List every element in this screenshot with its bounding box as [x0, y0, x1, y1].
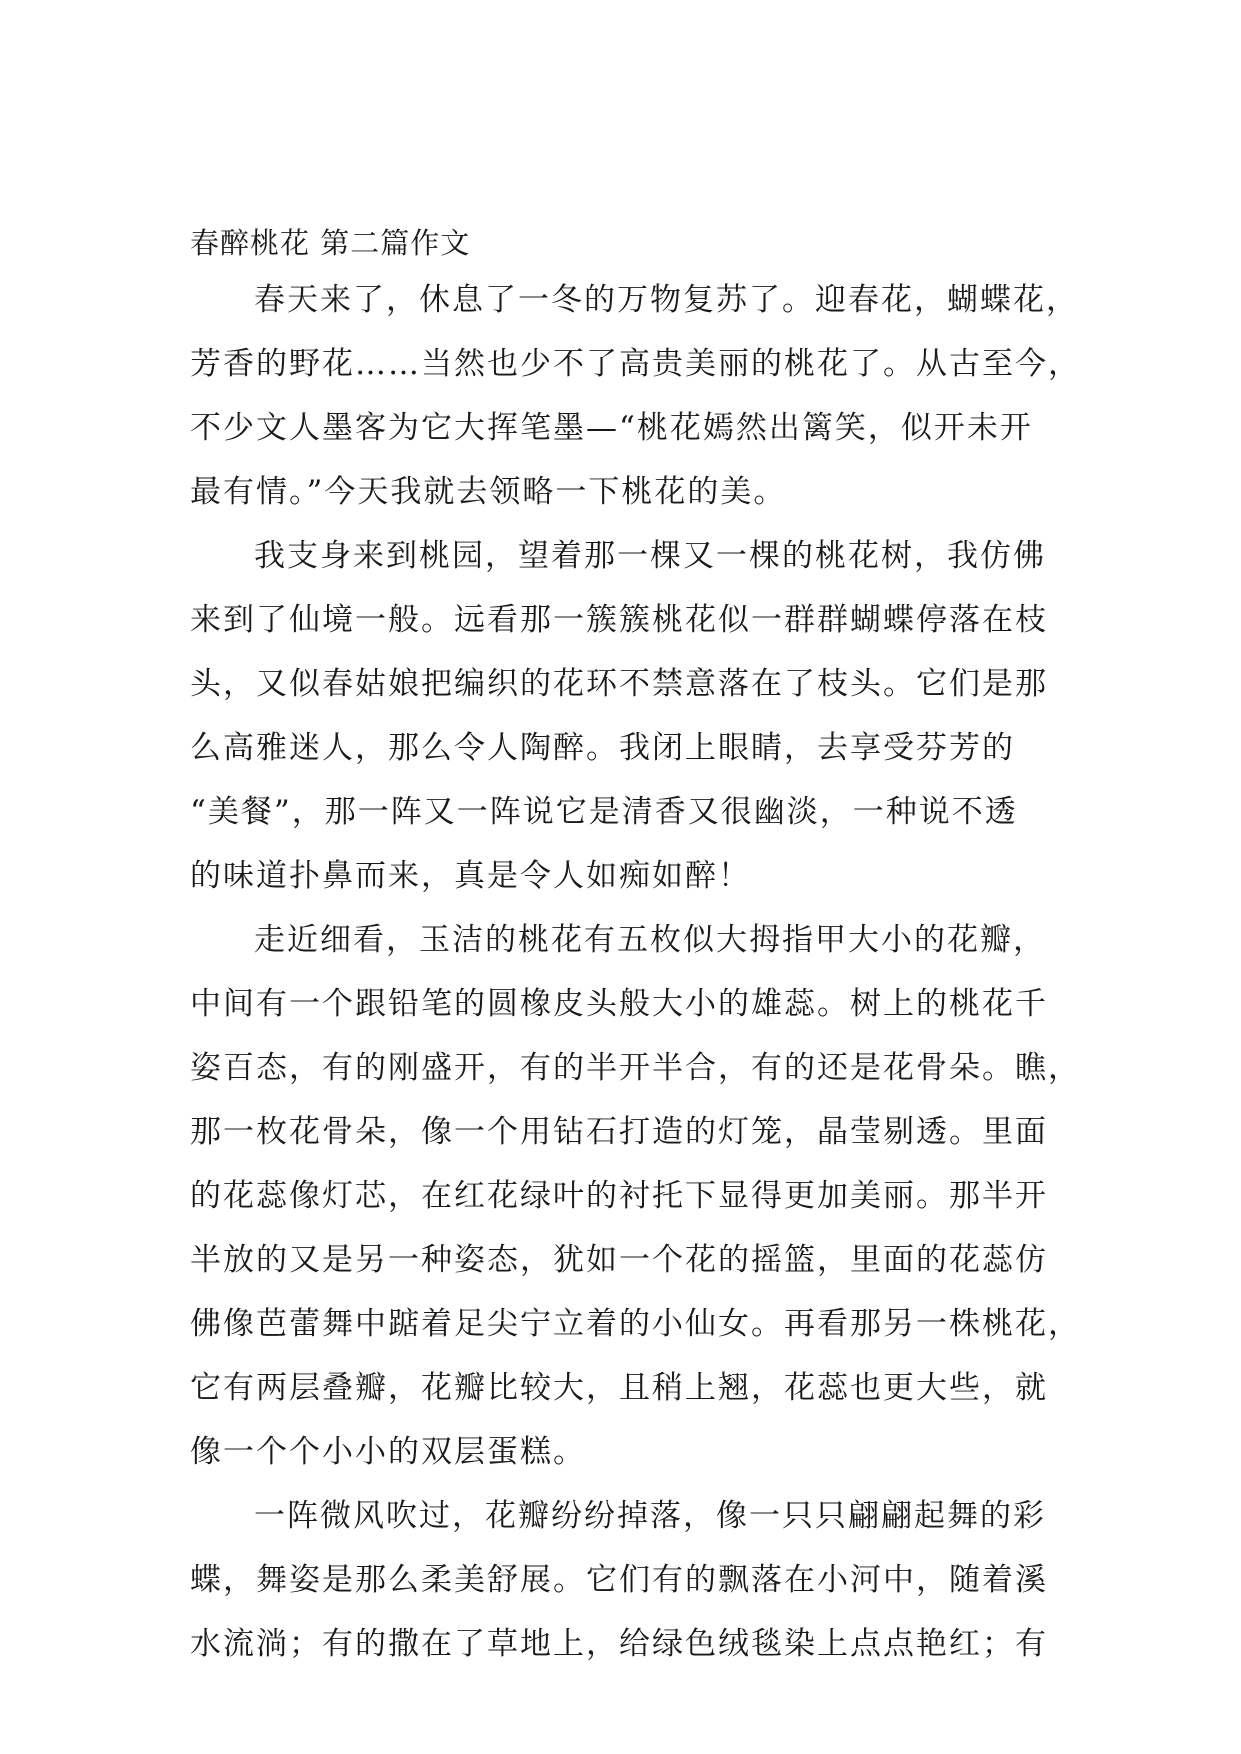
text-line: 蝶，舞姿是那么柔美舒展。它们有的飘落在小河中，随着溪	[190, 1562, 1048, 1598]
text-line: 么高雅迷人，那么令人陶醉。我闭上眼睛，去享受芬芳的	[190, 730, 1015, 766]
text-line: 最有情。”今天我就去领略一下桃花的美。	[190, 474, 787, 510]
text-line: 走近细看，玉洁的桃花有五枚似大拇指甲大小的花瓣，	[254, 922, 1046, 958]
text-line: 我支身来到桃园，望着那一棵又一棵的桃花树，我仿佛	[254, 538, 1046, 574]
text-line: 它有两层叠瓣，花瓣比较大，且稍上翘，花蕊也更大些，就	[190, 1370, 1048, 1406]
paragraph-2	[190, 524, 1090, 908]
text-line: 中间有一个跟铅笔的圆橡皮头般大小的雄蕊。树上的桃花千	[190, 986, 1048, 1022]
text-line: 像一个个小小的双层蛋糕。	[190, 1434, 586, 1470]
text-line: 半放的又是另一种姿态，犹如一个花的摇篮，里面的花蕊仿	[190, 1242, 1048, 1278]
paragraph-1	[190, 268, 1090, 524]
paragraph-4	[190, 1484, 1090, 1676]
text-line: 的味道扑鼻而来，真是令人如痴如醉！	[190, 858, 751, 894]
text-line: 头，又似春姑娘把编织的花环不禁意落在了枝头。它们是那	[190, 666, 1048, 702]
text-line: 不少文人墨客为它大挥笔墨—“桃花嫣然出篱笑，似开未开	[190, 410, 1033, 446]
text-line: “美餐”，那一阵又一阵说它是清香又很幽淡，一种说不透	[190, 794, 1018, 830]
text-line: 来到了仙境一般。远看那一簇簇桃花似一群群蝴蝶停落在枝	[190, 602, 1048, 638]
document-body	[190, 218, 1090, 1676]
text-line: 芳香的野花……当然也少不了高贵美丽的桃花了。从古至今，	[190, 346, 1081, 382]
text-line: 姿百态，有的刚盛开，有的半开半合，有的还是花骨朵。瞧，	[190, 1050, 1081, 1086]
text-line: 的花蕊像灯芯，在红花绿叶的衬托下显得更加美丽。那半开	[190, 1178, 1048, 1214]
document-title: 春醉桃花 第二篇作文	[190, 226, 471, 260]
text-line: 水流淌；有的撒在了草地上，给绿色绒毯染上点点艳红；有	[190, 1626, 1048, 1662]
text-line: 那一枚花骨朵，像一个用钻石打造的灯笼，晶莹剔透。里面	[190, 1114, 1048, 1150]
text-line: 春天来了，休息了一冬的万物复苏了。迎春花，蝴蝶花，	[254, 282, 1079, 318]
text-line: 佛像芭蕾舞中踮着足尖宁立着的小仙女。再看那另一株桃花，	[190, 1306, 1081, 1342]
text-line: 一阵微风吹过，花瓣纷纷掉落，像一只只翩翩起舞的彩	[254, 1498, 1046, 1534]
paragraph-3	[190, 908, 1090, 1484]
